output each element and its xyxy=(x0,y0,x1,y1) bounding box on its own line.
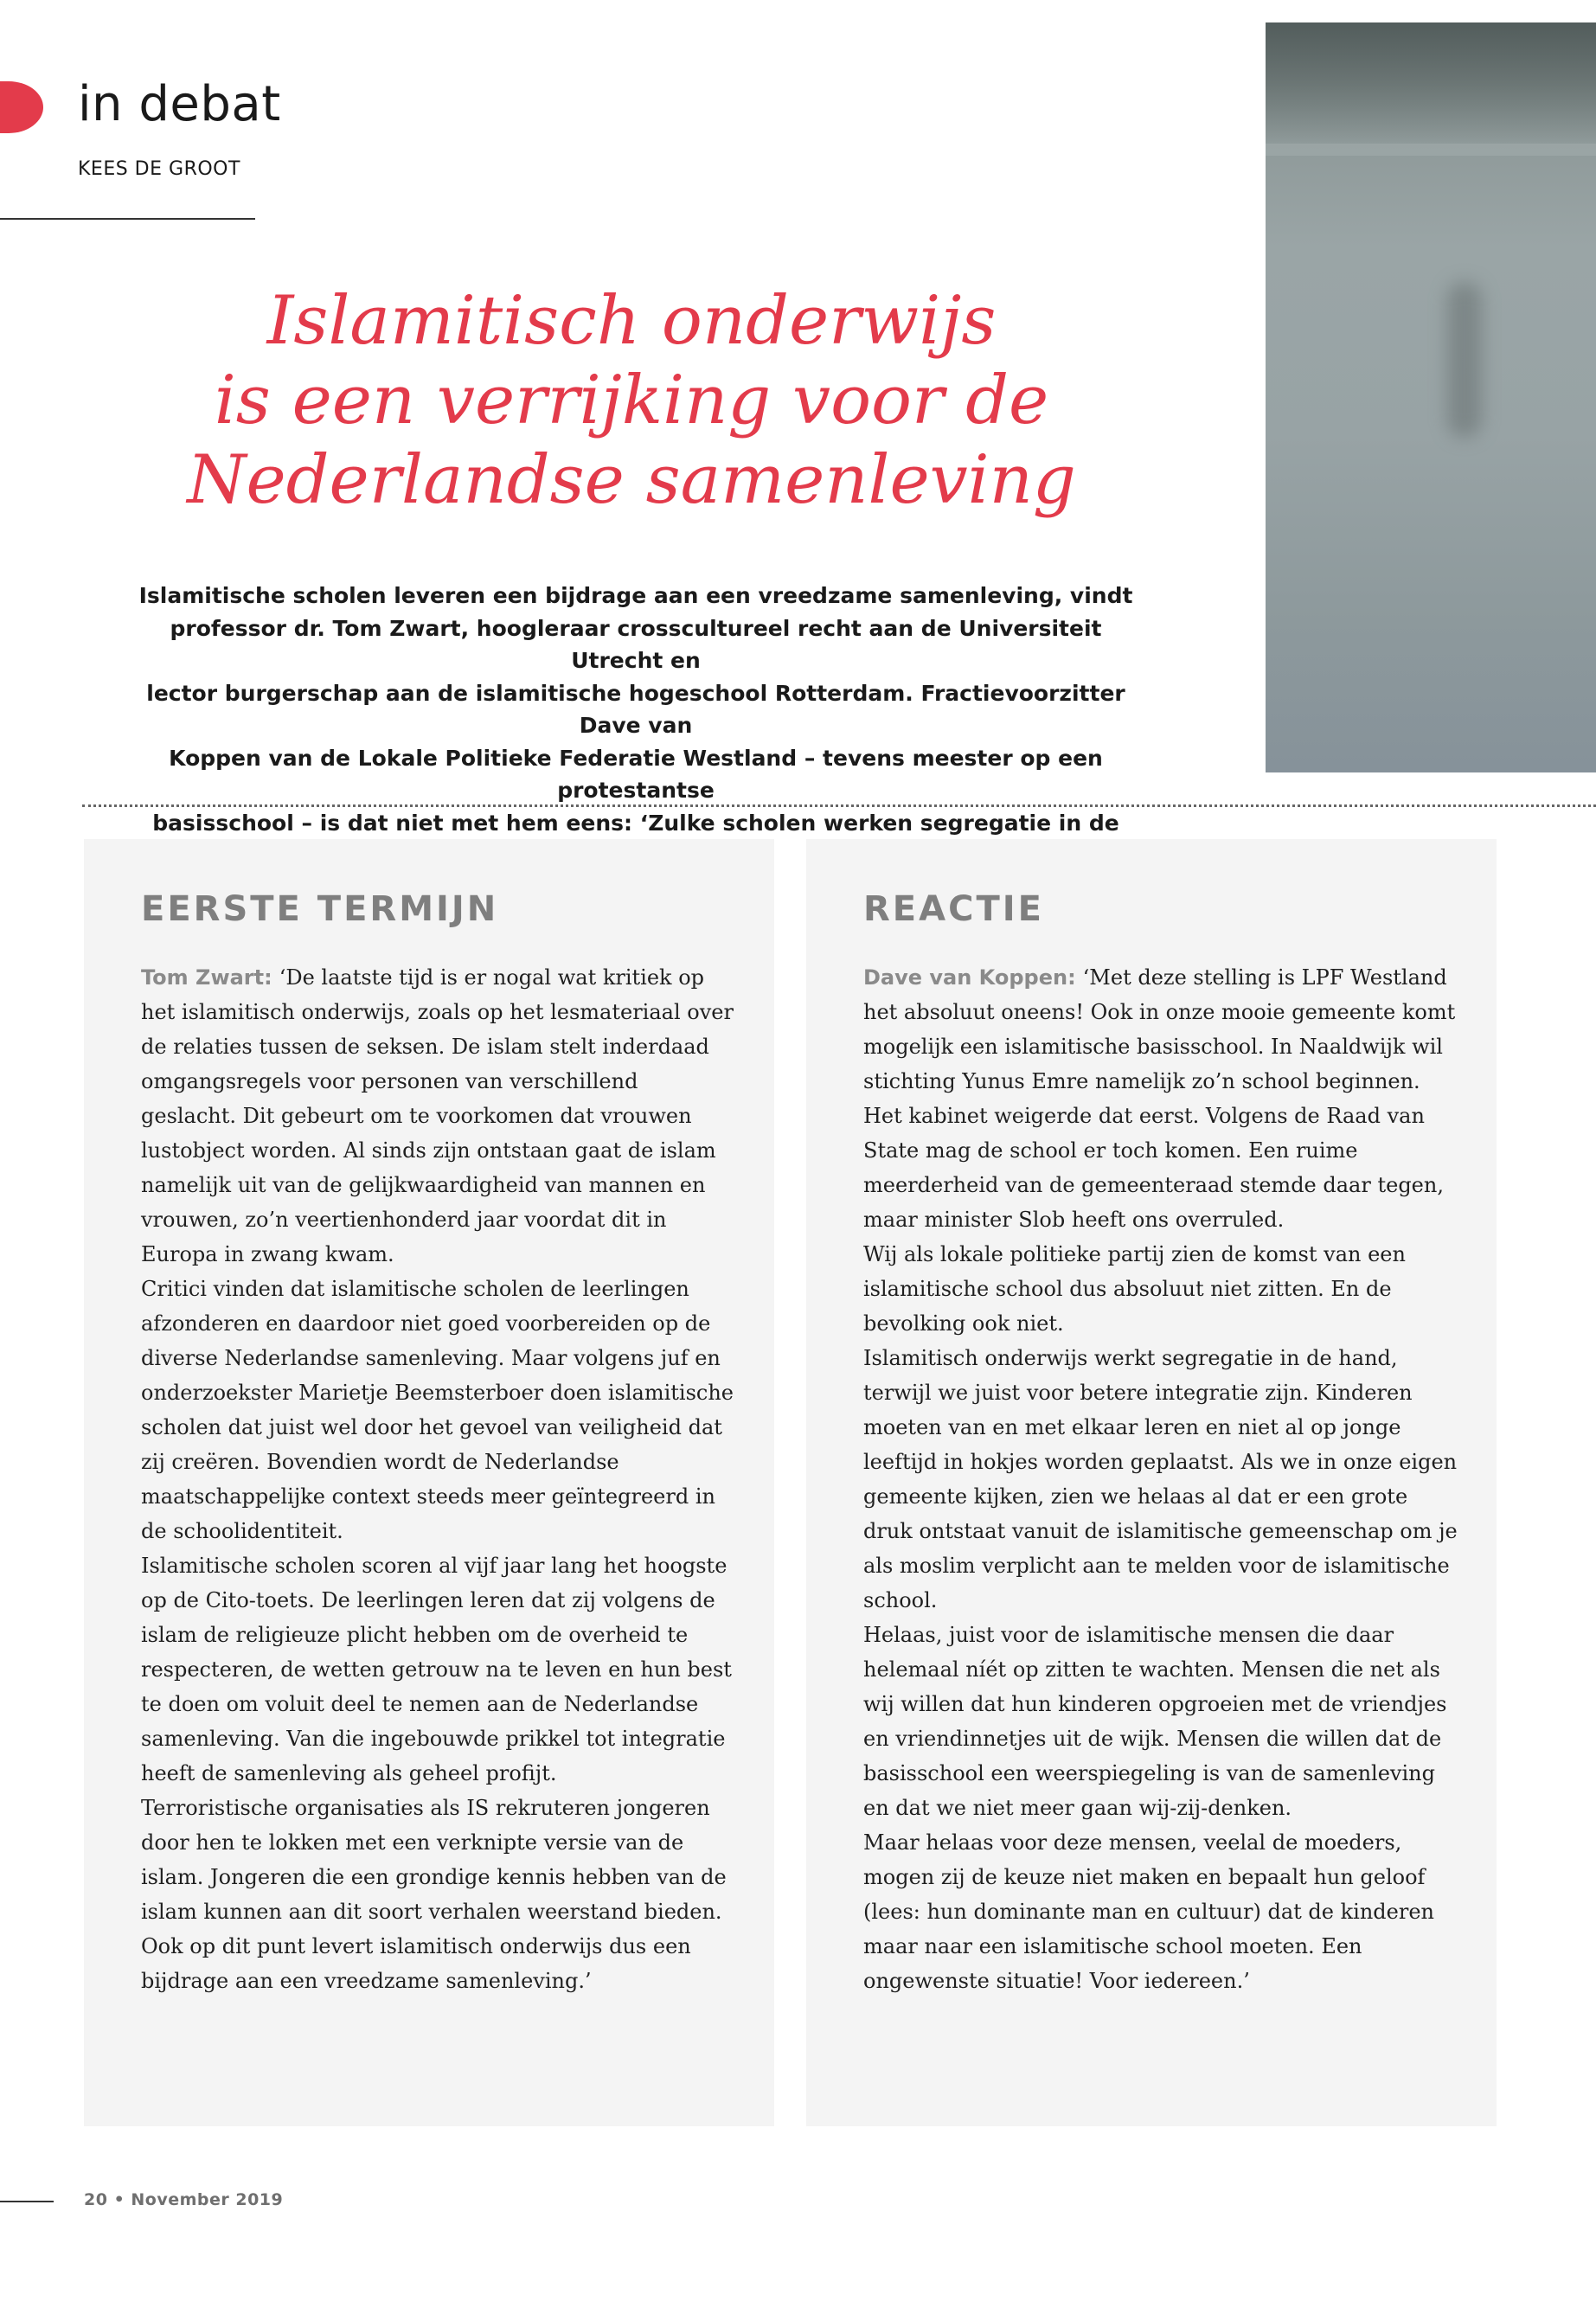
paragraph: Islamitische scholen scoren al vijf jaar lang het hoogste op de Cito-toets. De leerlingen leren dat zij volgens de islam de religieuze plicht hebben om de overheid te respecteren, de wetten getrouw na te leven en hun best te doen om voluit deel te nemen aan de Nederlandse samenleving. Van die ingebouwde prikkel tot integratie heeft de samenleving als geheel profijt. xyxy=(141,1554,732,1785)
page-number: 20 xyxy=(84,2190,108,2209)
intro-line: Koppen van de Lokale Politieke Federatie Westland – tevens meester op een protestantse xyxy=(169,745,1103,803)
paragraph: Wij als lokale politieke partij zien de komst van een islamitische school dus absoluut niet zitten. En de bevolking ook niet. xyxy=(863,1242,1406,1336)
paragraph: Critici vinden dat islamitische scholen de leerlingen afzonderen en daardoor niet goed voorbereiden op de diverse Nederlandse samenleving. Maar volgens juf en onderzoekster Marietje Beemsterboer doen islamitische scholen dat juist wel door het gevoel van veiligheid dat zij creëren. Bovendien wordt de Nederlandse maatschappelijke context steeds meer geïntegreerd in de schoolidentiteit. xyxy=(141,1277,734,1543)
intro-line: lector burgerschap aan de islamitische hogeschool Rotterdam. Fractievoorzitter Dave van xyxy=(146,680,1125,738)
intro-line: basisschool – is dat niet met hem eens: ‘Zulke scholen werken segregatie in de xyxy=(152,810,1119,836)
header-photo xyxy=(1266,22,1596,772)
author-name: KEES DE GROOT xyxy=(78,158,240,180)
paragraph: Terroristische organisaties als IS rekruteren jongeren door hen te lokken met een verknipte versie van de islam. Jongeren die een grondige kennis hebben van de islam kunnen aan dit soort verhalen weerstand bieden. Ook op dit punt levert islamitisch onderwijs dus een bijdrage aan een vreedzame samenleving.’ xyxy=(141,1796,727,1993)
title-line: is een verrijking voor de xyxy=(214,362,1049,439)
speaker-name: Tom Zwart: xyxy=(141,965,272,990)
footer-separator: • xyxy=(113,2190,125,2209)
reaction-box xyxy=(806,839,1497,2126)
first-term-box xyxy=(84,839,774,2126)
paragraph: Tom Zwart: ‘De laatste tijd is er nogal wat kritiek op het islamitisch onderwijs, zoals op het lesmateriaal over de relaties tussen de seksen. De islam stelt inderdaad omgangsregels voor personen van verschillend geslacht. Dit gebeurt om te voorkomen dat vrouwen lustobject worden. Al sinds zijn ontstaan gaat de islam namelijk uit van de gelijkwaardigheid van mannen en vrouwen, zo’n veertienhonderd jaar voordat dit in Europa in zwang kwam. xyxy=(141,965,734,1266)
intro-line: professor dr. Tom Zwart, hoogleraar crosscultureel recht aan de Universiteit Utrecht en xyxy=(170,615,1102,673)
box-body xyxy=(141,960,738,1998)
paragraph: Islamitisch onderwijs werkt segregatie in de hand, terwijl we juist voor betere integratie zijn. Kinderen moeten van en met elkaar leren en niet al op jonge leeftijd in hokjes worden geplaatst. Als we in onze eigen gemeente kijken, zien we helaas al dat er een grote druk ontstaat vanuit de islamitische gemeenschap om je als moslim verplicht aan te melden voor de islamitische school. xyxy=(863,1346,1458,1612)
paragraph: Dave van Koppen: ‘Met deze stelling is LPF Westland het absoluut oneens! Ook in onze mooie gemeente komt mogelijk een islamitische basisschool. In Naaldwijk wil stichting Yunus Emre namelijk zo’n school beginnen. Het kabinet weigerde dat eerst. Volgens de Raad van State mag de school er toch komen. Een ruime meerderheid van de gemeenteraad stemde daar tegen, maar minister Slob heeft ons overruled. xyxy=(863,965,1456,1232)
paragraph: Maar helaas voor deze mensen, veelal de moeders, mogen zij de keuze niet maken en bepaalt hun geloof (lees: hun dominante man en cultuur) dat de kinderen maar naar een islamitische school moeten. Een ongewenste situatie! Voor iedereen.’ xyxy=(863,1830,1434,1993)
footer-rule xyxy=(0,2201,54,2202)
paragraph: Helaas, juist voor de islamitische mensen die daar helemaal níét op zitten te wachten. Mensen die net als wij willen dat hun kinderen opgroeien met de vriendjes en vriendinnetjes uit de wijk. Mensen die willen dat de basisschool een weerspiegeling is van de samenleving en dat we niet meer gaan wij-zij-denken. xyxy=(863,1623,1447,1820)
article-title xyxy=(173,281,1090,520)
box-heading: REACTIE xyxy=(863,889,1044,929)
box-heading: EERSTE TERMIJN xyxy=(141,889,499,929)
title-line: Islamitisch onderwijs xyxy=(266,282,997,360)
title-line: Nederlandse samenleving xyxy=(187,441,1076,519)
issue-date: November 2019 xyxy=(131,2190,284,2209)
section-marker xyxy=(0,81,43,133)
divider xyxy=(82,804,1596,807)
article-intro xyxy=(121,580,1151,872)
page-footer xyxy=(84,2190,283,2209)
intro-line: Islamitische scholen leveren een bijdrage aan een vreedzame samenleving, vindt xyxy=(138,583,1133,608)
header-rule xyxy=(0,218,255,220)
box-body xyxy=(863,960,1460,1998)
speaker-name: Dave van Koppen: xyxy=(863,965,1076,990)
section-label: in debat xyxy=(78,76,281,132)
